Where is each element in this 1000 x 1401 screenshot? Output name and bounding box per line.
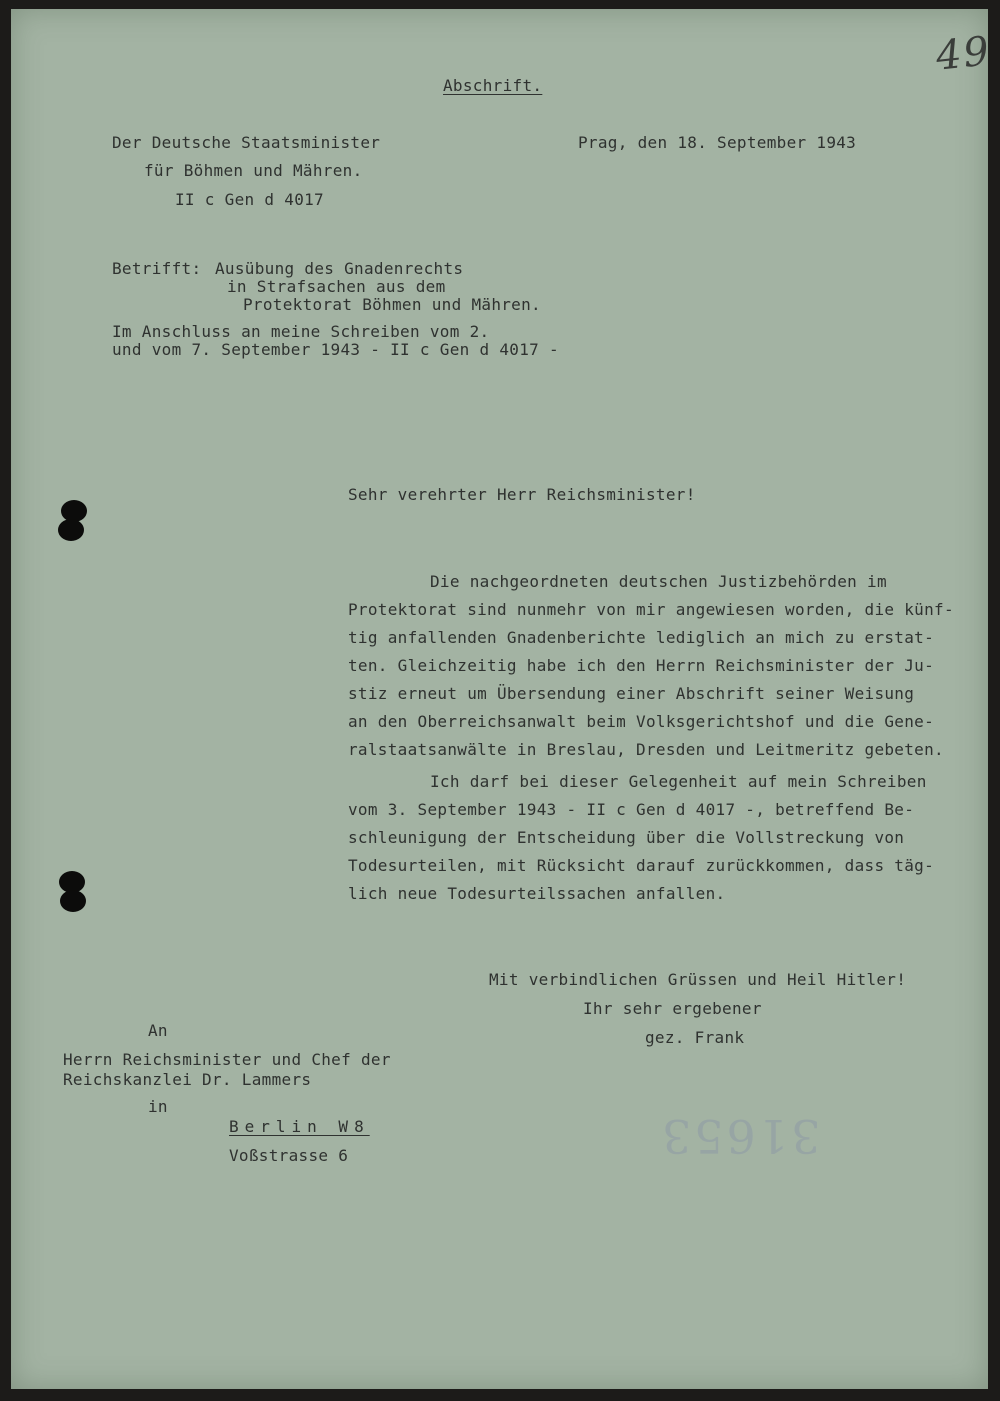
closing-line: Ihr sehr ergebener (583, 999, 762, 1018)
body-line: ralstaatsanwälte in Breslau, Dresden und Leitmeritz gebeten. (348, 740, 944, 759)
body-line: vom 3. September 1943 - II c Gen d 4017 -, betreffend Be- (348, 800, 915, 819)
connection-line: und vom 7. September 1943 - II c Gen d 4017 - (112, 340, 559, 359)
body-line: Protektorat sind nunmehr von mir angewiesen worden, die künf- (348, 600, 954, 619)
body-line: ten. Gleichzeitig habe ich den Herrn Reichsminister der Ju- (348, 656, 935, 675)
archive-stamp: 31653 (659, 1109, 821, 1163)
subject-line: in Strafsachen aus dem (227, 277, 446, 296)
document-sheet (11, 9, 994, 1389)
body-line: an den Oberreichsanwalt beim Volksgerichtshof und die Gene- (348, 712, 935, 731)
subject-label: Betrifft: (112, 259, 202, 278)
recipient-city: Berlin W8 (229, 1117, 370, 1136)
punch-hole-bottom (58, 871, 88, 913)
body-line: Ich darf bei dieser Gelegenheit auf mein Schreiben (430, 772, 927, 791)
body-line: schleunigung der Entscheidung über die Vollstreckung von (348, 828, 905, 847)
recipient-in: in (148, 1097, 168, 1116)
recipient-line-2: Reichskanzlei Dr. Lammers (63, 1070, 312, 1089)
recipient-an: An (148, 1021, 168, 1040)
sender-reference: II c Gen d 4017 (175, 190, 324, 209)
recipient-line-1: Herrn Reichsminister und Chef der (63, 1050, 391, 1069)
connection-line: Im Anschluss an meine Schreiben vom 2. (112, 322, 490, 341)
recipient-street: Voßstrasse 6 (229, 1146, 349, 1165)
signature: gez. Frank (645, 1028, 745, 1047)
document-heading: Abschrift. (443, 76, 543, 95)
sender-line-2: für Böhmen und Mähren. (144, 161, 363, 180)
place-date: Prag, den 18. September 1943 (578, 133, 857, 152)
subject-line: Ausübung des Gnadenrechts (215, 259, 464, 278)
sender-line-1: Der Deutsche Staatsminister (112, 133, 381, 152)
body-line: lich neue Todesurteilssachen anfallen. (348, 884, 726, 903)
body-line: stiz erneut um Übersendung einer Abschrift seiner Weisung (348, 684, 915, 703)
closing-line: Mit verbindlichen Grüssen und Heil Hitler! (489, 970, 907, 989)
salutation: Sehr verehrter Herr Reichsminister! (348, 485, 696, 504)
body-line: tig anfallenden Gnadenberichte lediglich an mich zu erstat- (348, 628, 935, 647)
body-line: Die nachgeordneten deutschen Justizbehörden im (430, 572, 887, 591)
subject-line: Protektorat Böhmen und Mähren. (243, 295, 541, 314)
body-line: Todesurteilen, mit Rücksicht darauf zurückkommen, dass täg- (348, 856, 935, 875)
folio-number: 49 (933, 28, 994, 80)
punch-hole-top (58, 500, 88, 542)
